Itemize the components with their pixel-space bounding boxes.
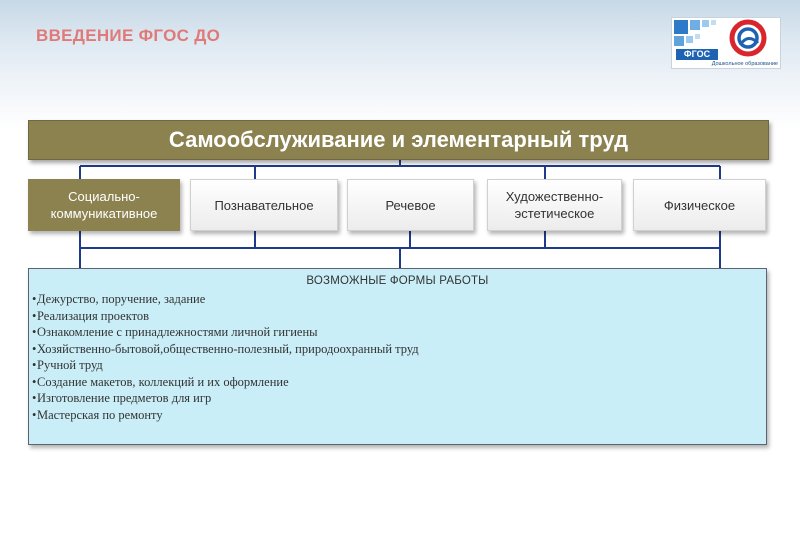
area-social-communicative: Социально-коммуникативное: [28, 179, 180, 231]
work-forms-title: ВОЗМОЖНЫЕ ФОРМЫ РАБОТЫ: [306, 275, 489, 287]
area-cognitive: Познавательное: [190, 179, 338, 231]
area-physical: Физическое: [633, 179, 766, 231]
logo-text: ФГОС: [676, 49, 718, 60]
list-item: •Ознакомление с принадлежностями личной гигиены: [32, 325, 318, 339]
area-artistic-aesthetic: Художественно-эстетическое: [487, 179, 622, 231]
page-title: ВВЕДЕНИЕ ФГОС ДО: [36, 26, 221, 45]
list-item: •Реализация проектов: [32, 308, 150, 323]
list-item: •Создание макетов, коллекций и их оформление: [32, 374, 289, 389]
work-forms-box: [28, 268, 767, 445]
topic-banner: Самообслуживание и элементарный труд: [28, 120, 769, 160]
list-item: •Хозяйственно-бытовой,общественно-полезный, природоохранный труд: [32, 341, 419, 356]
logo-subtitle: Дошкольное образование: [711, 61, 778, 67]
list-item: •Ручной труд: [32, 358, 103, 372]
list-item: •Дежурство, поручение, задание: [32, 292, 206, 306]
list-item: •Мастерская по ремонту: [32, 407, 163, 422]
work-forms-list: [29, 291, 766, 423]
list-item: •Изготовление предметов для игр: [32, 391, 212, 405]
area-speech: Речевое: [347, 179, 474, 231]
